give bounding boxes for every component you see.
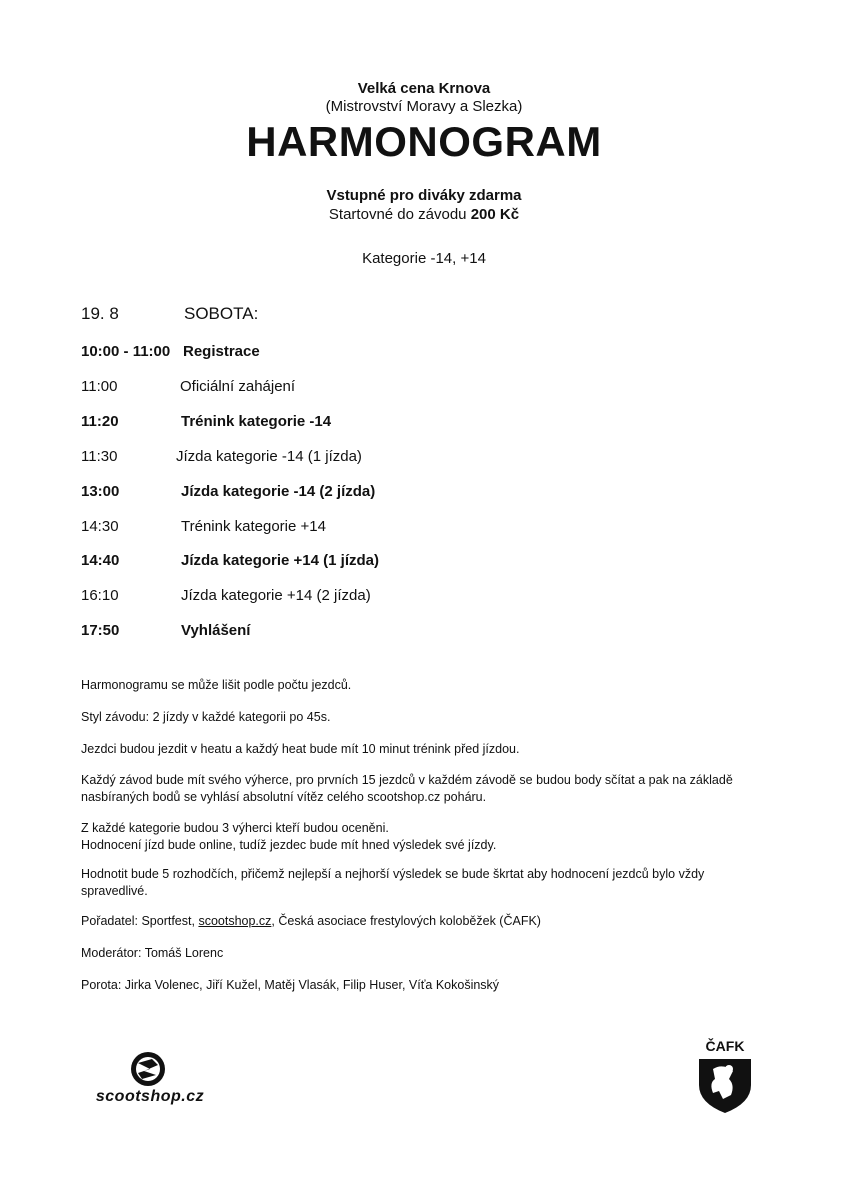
cafk-logo xyxy=(693,1038,757,1116)
note-judging-line1: Hodnotit bude 5 rozhodčích, přičemž nejlepší a nejhorší výsledek se bude škrtat aby hodnocení jezdců bylo vždy xyxy=(81,867,705,881)
scootshop-logo-text: scootshop.cz xyxy=(95,1088,205,1105)
schedule-time: 14:30 xyxy=(81,518,119,535)
organizer-suffix: , Česká asociace frestylových koloběžek (ČAFK) xyxy=(271,914,541,928)
schedule-time: 11:20 xyxy=(81,413,119,430)
note-winners-line2: Hodnocení jízd bude online, tudíž jezdec bude mít hned výsledek své jízdy. xyxy=(81,838,497,852)
entry-fee-line xyxy=(0,206,848,223)
note-heats: Jezdci budou jezdit v heatu a každý heat bude mít 10 minut trénink před jízdou. xyxy=(81,742,520,756)
schedule-event: Jízda kategorie +14 (2 jízda) xyxy=(181,587,371,604)
schedule-event: Jízda kategorie -14 (1 jízda) xyxy=(176,448,362,465)
note-scoring xyxy=(81,772,771,806)
note-winners xyxy=(81,820,771,854)
note-schedule-change: Harmonogramu se může lišit podle počtu jezdců. xyxy=(81,678,352,692)
note-judging-line2: spravedlivé. xyxy=(81,884,148,898)
note-scoring-line2: nasbíraných bodů se vyhlásí absolutní vítěz celého scootshop.cz poháru. xyxy=(81,790,487,804)
note-jury: Porota: Jirka Volenec, Jiří Kužel, Matěj Vlasák, Filip Huser, Víťa Kokošinský xyxy=(81,978,500,992)
organizer-label: Pořadatel: Sportfest, xyxy=(81,914,199,928)
note-judging xyxy=(81,866,771,900)
schedule-event: Jízda kategorie -14 (2 jízda) xyxy=(181,483,376,500)
note-organizer xyxy=(81,913,771,930)
scootshop-logo xyxy=(80,1045,220,1115)
entry-fee-label: Startovné do závodu xyxy=(328,206,471,223)
categories: Kategorie -14, +14 xyxy=(362,250,486,267)
note-scoring-line1: Každý závod bude mít svého výherce, pro prvních 15 jezdců v každém závodě se budou body sčítat a pak na základě xyxy=(81,773,733,787)
schedule-time: 10:00 - 11:00 xyxy=(81,343,171,360)
schedule-event: Trénink kategorie -14 xyxy=(181,413,332,430)
organizer-link[interactable]: scootshop.cz xyxy=(198,914,272,928)
event-name: Velká cena Krnova xyxy=(357,80,491,97)
schedule-event: Vyhlášení xyxy=(181,622,251,639)
note-race-style: Styl závodu: 2 jízdy v každé kategorii po 45s. xyxy=(81,710,331,724)
note-winners-line1: Z každé kategorie budou 3 výherci kteří budou oceněni. xyxy=(81,821,389,835)
day-date: 19. 8 xyxy=(81,304,119,323)
schedule-event: Oficiální zahájení xyxy=(180,378,296,395)
note-moderator: Moderátor: Tomáš Lorenc xyxy=(81,946,224,960)
schedule-time: 17:50 xyxy=(81,622,120,639)
cafk-logo-text: ČAFK xyxy=(705,1038,745,1054)
spectator-entry: Vstupné pro diváky zdarma xyxy=(326,187,522,204)
cafk-shield-icon xyxy=(693,1055,757,1115)
schedule-time: 11:00 xyxy=(81,378,118,395)
schedule-event: Jízda kategorie +14 (1 jízda) xyxy=(181,552,379,569)
schedule-time: 16:10 xyxy=(81,587,119,604)
entry-fee-amount: 200 Kč xyxy=(470,206,520,223)
event-subtitle: (Mistrovství Moravy a Slezka) xyxy=(325,98,523,115)
schedule-event: Registrace xyxy=(183,343,260,360)
schedule-time: 13:00 xyxy=(81,483,120,500)
schedule-time: 11:30 xyxy=(81,448,118,465)
day-name: SOBOTA: xyxy=(184,304,259,323)
schedule-event: Trénink kategorie +14 xyxy=(181,518,326,535)
page-title: HARMONOGRAM xyxy=(246,118,602,165)
schedule-time: 14:40 xyxy=(81,552,120,569)
